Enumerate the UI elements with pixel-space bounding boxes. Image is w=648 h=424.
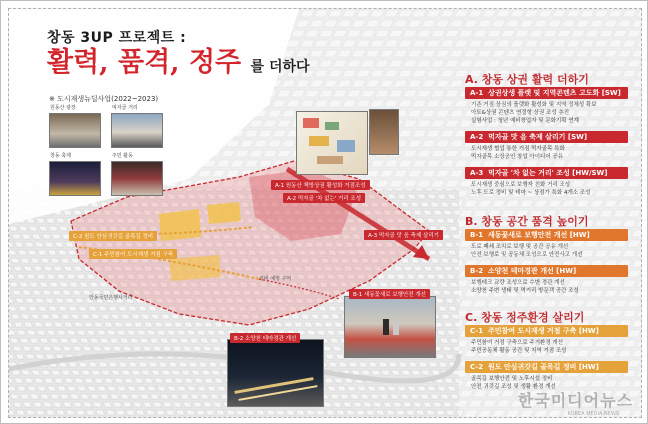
section-a3-bullet-1: 도시재생 중심으로 보행자 친화 거리 조성 [471,182,571,188]
section-b2-label: 소양천 테마경관 개선 [HW] [488,267,577,275]
section-b2-bullet-2: 소양천 주변 생태 및 먹거리 방문객 공간 조성 [471,288,579,294]
map-label-a2: A-2 먹자골 '차 없는' 거리 조성 [283,193,365,203]
poster [8,8,642,418]
slogan-sep-2: , [170,47,180,78]
section-c2-bullet-2: 안전 귀갓길 조성 및 생활 환경 개선 [471,384,556,390]
section-b1-label: 새동꽃새로 보행안전 개선 [HW] [488,231,590,239]
section-b2-bar [465,265,628,277]
section-a2-label: 먹자골 맛 음 축제 살리기 [SW] [488,133,588,141]
map-label-b1: B-1 새동꽃새로 보행안전 개선 [349,289,430,299]
section-b1-bullet-2: 안전 보행로 및 공동체 조성으로 안전사고 개선 [471,252,583,258]
section-a-title: A. 창동 상권 활력 더하기 [465,73,589,86]
section-a3-bullet-2: 노후 도로 정비 및 테마 ~ 상점가 특화 4개소 조성 [471,190,591,196]
section-c-title: C. 창동 정주환경 살리기 [465,311,585,324]
section-a2-bullet-1: 도시재생 협업 통한 거점 먹자골목 특화 [471,146,565,152]
photo-2 [111,105,163,148]
project-title-line1: 창동 3UP 프로젝트 : [47,30,187,46]
section-b2-bullet-1: 보행데크 교량 조성으로 수변 경관 개선 [471,280,565,286]
photo-2-label: 먹자골 거리 [112,105,138,111]
section-a2-code: A-2 [470,133,484,141]
section-c1-bar [465,325,628,337]
map-label-a1: A-1 원동산 책방상권 활성화 거점조성 [271,180,370,190]
section-a1-bullet-2: 아트&상권 콘텐츠 연결형 상권 조성 추진 [471,110,570,116]
section-b2-code: B-2 [470,267,484,275]
photo-1 [49,105,101,148]
slogan-word-2: 품격 [117,47,171,78]
b2-photo [227,339,324,407]
section-c1-label: 주민참여 도시재생 거점 구축 [HW] [487,327,599,335]
section-c2-bar [465,361,628,373]
section-a1-bullet-3: 실험사업 : 청년 예비창업자 및 문화기획 연계 [471,118,579,124]
section-a1-bar [465,87,628,99]
right-panel [457,67,641,412]
section-c1-code: C-1 [470,327,484,335]
slogan-tail: 를 더하다 [250,59,310,75]
section-a1-code: A-1 [470,89,484,97]
map-label-c2: C-2 원도 안심귀갓길 골목길 정비 [69,231,157,241]
map-label-c1: C-1 주민참여 도시재생 거점 구축 [89,249,177,259]
section-a2-bar [465,131,628,143]
program-caption: ※ 도시재생뉴딜사업(2022~2023) [49,95,159,103]
photo-4 [111,153,163,196]
photo-1-label: 원동산 광장 [50,105,76,111]
section-a1-label: 상권상생 플랫 및 지역콘텐츠 고도화 [SW] [488,89,621,97]
map-station-label: 안동국민은행사거리 [89,295,133,301]
section-a2-bullet-2: 먹자골목 소상공인 창업 아이디어 공유 [471,154,564,160]
slogan-word-1: 활력 [47,47,100,78]
map-center-label: 정비 예정 구역 [259,276,292,282]
photo-3-label: 창동 축제 [50,153,71,159]
watermark-sub: KOREA MEDIA NEWS [567,411,619,417]
section-c2-code: C-2 [470,363,484,371]
photo-4-label: 주민 활동 [112,153,133,159]
section-a3-bar [465,167,628,179]
map-inset-a1 [296,111,368,175]
section-a3-label: 먹자골 '차 없는 거리' 조성 [HW/SW] [488,169,608,177]
photo-3 [49,153,101,196]
section-c1-bullet-1: 주민참여 거점 구축으로 주거환경 개선 [471,340,564,346]
section-c1-bullet-2: 주민공동체 활동 공간 및 지역 거점 조성 [471,348,567,354]
section-c2-bullet-1: 골목길 보행안전 및 노후시설 정비 [471,376,553,382]
slogan-word-3: 정주 [188,47,242,78]
map-label-a3: A-3 먹자골 맛 음 축제 살리기 [364,230,443,240]
b1-photo [344,296,436,358]
section-c2-label: 원도 안심귀갓길 골목길 정비 [HW] [487,363,599,371]
section-a3-code: A-3 [470,169,484,177]
slogan-sep-1: , [99,47,109,78]
section-a1-bullet-1: 기존 거점 상권의 플랫화 활성화 및 지역 정체성 확보 [471,102,597,108]
watermark-logo: 한국미디어뉴스 [517,391,633,410]
section-b1-bar [465,229,628,241]
section-b1-code: B-1 [470,231,484,239]
section-b-title: B. 창동 공간 품격 높이기 [465,215,589,228]
project-slogan [47,47,310,83]
map-label-b2: B-2 소양천 테마경관 개선 [230,333,300,343]
section-b1-bullet-1: 도로 폐쇄 조치로 보행 및 공간 공유 개선 [471,244,569,250]
map-inset-a1b [369,109,399,155]
